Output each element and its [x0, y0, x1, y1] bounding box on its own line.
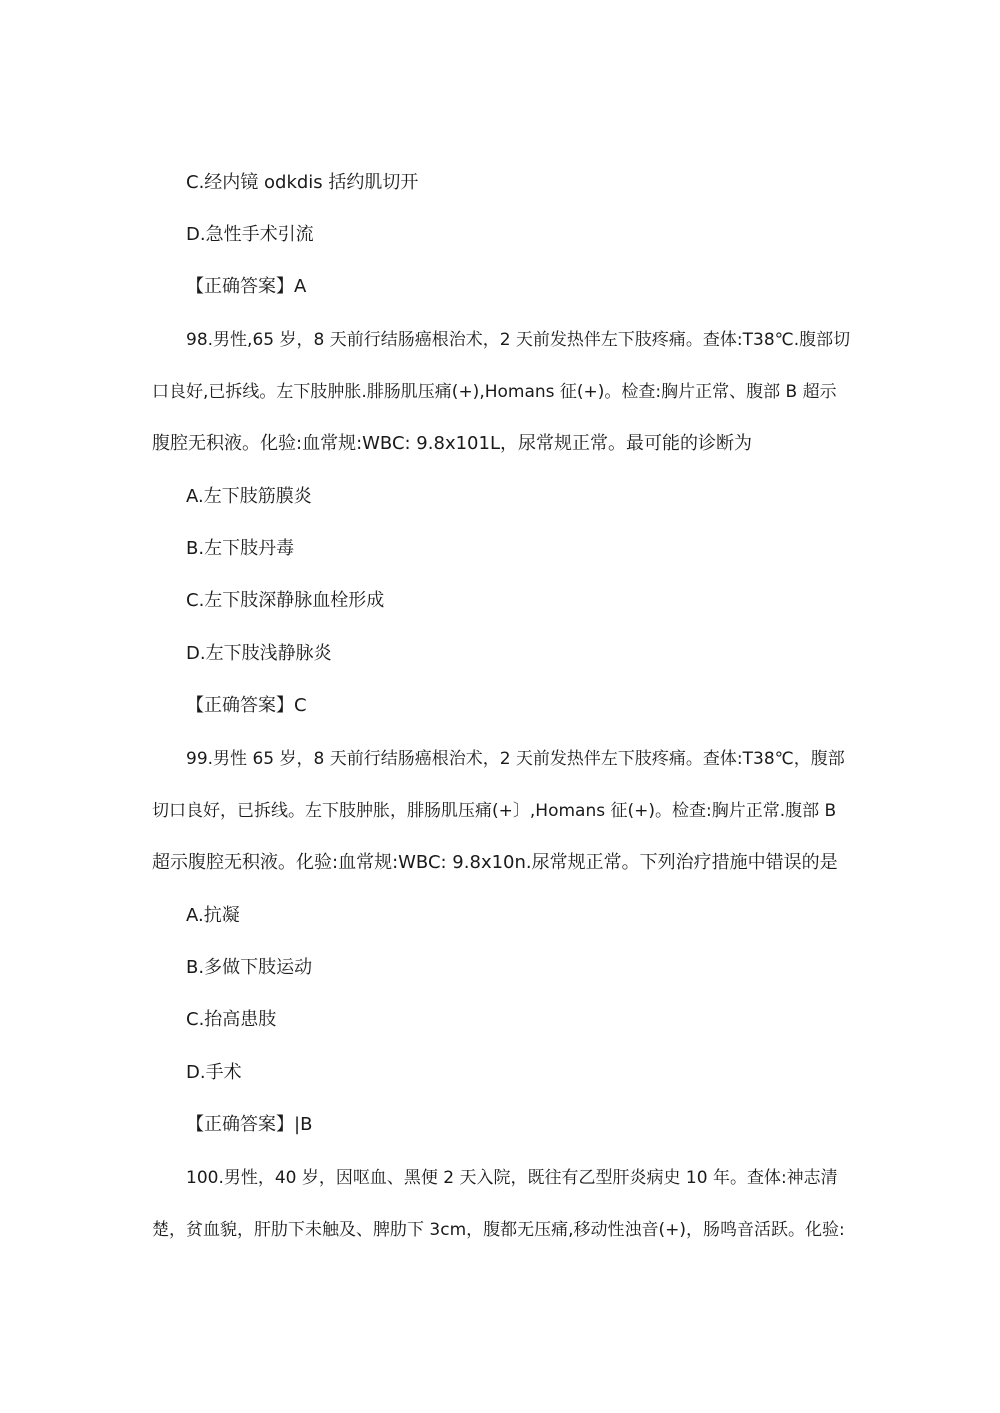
option-c-q99: C.抬高患肢 [186, 1009, 277, 1030]
option-a-q98: A.左下肢筋膜炎 [186, 486, 312, 507]
option-c-q98: C.左下肢深静脉血栓形成 [186, 590, 385, 611]
question-98-line-3: 腹腔无积液。化验:血常规:WBC: 9.8x101L，尿常规正常。最可能的诊断为 [152, 433, 752, 454]
question-99-line-3: 超示腹腔无积液。化验:血常规:WBC: 9.8x10n.尿常规正常。下列治疗措施中错误的是 [152, 852, 838, 873]
question-99-line-1: 99.男性 65 岁，8 天前行结肠癌根治术，2 天前发热伴左下肢疼痛。查体:T38℃，腹部 [186, 749, 845, 769]
option-b-q99: B.多做下肢运动 [186, 957, 313, 978]
option-d-q97: D.急性手术引流 [186, 224, 314, 245]
option-a-q99: A.抗凝 [186, 905, 240, 926]
answer-q98: 【正确答案】C [186, 695, 307, 716]
question-98-line-2: 口良好,已拆线。左下肢肿胀.腓肠肌压痛(+),Homans 征(+)。检查:胸片正常、腹部 B 超示 [152, 382, 837, 402]
question-99-line-2: 切口良好，已拆线。左下肢肿胀，腓肠肌压痛(+〕,Homans 征(+)。检查:胸片正常.腹部 B [152, 801, 837, 821]
question-100-line-2: 楚，贫血貌，肝肋下未触及、脾肋下 3cm，腹都无压痛,移动性浊音(+)，肠鸣音活跃。化验: [152, 1220, 845, 1240]
option-d-q98: D.左下肢浅静脉炎 [186, 643, 332, 664]
answer-q99: 【正确答案】|B [186, 1114, 313, 1135]
option-b-q98: B.左下肢丹毒 [186, 538, 295, 559]
option-d-q99: D.手术 [186, 1062, 242, 1083]
option-c-q97: C.经内镜 odkdis 括约肌切开 [186, 172, 419, 193]
question-98-line-1: 98.男性,65 岁，8 天前行结肠癌根治术，2 天前发热伴左下肢疼痛。查体:T38℃.腹部切 [186, 330, 851, 350]
question-100-line-1: 100.男性，40 岁，因呕血、黑便 2 天入院，既往有乙型肝炎病史 10 年。查体:神志清 [186, 1168, 838, 1188]
answer-q97: 【正确答案】A [186, 276, 307, 297]
